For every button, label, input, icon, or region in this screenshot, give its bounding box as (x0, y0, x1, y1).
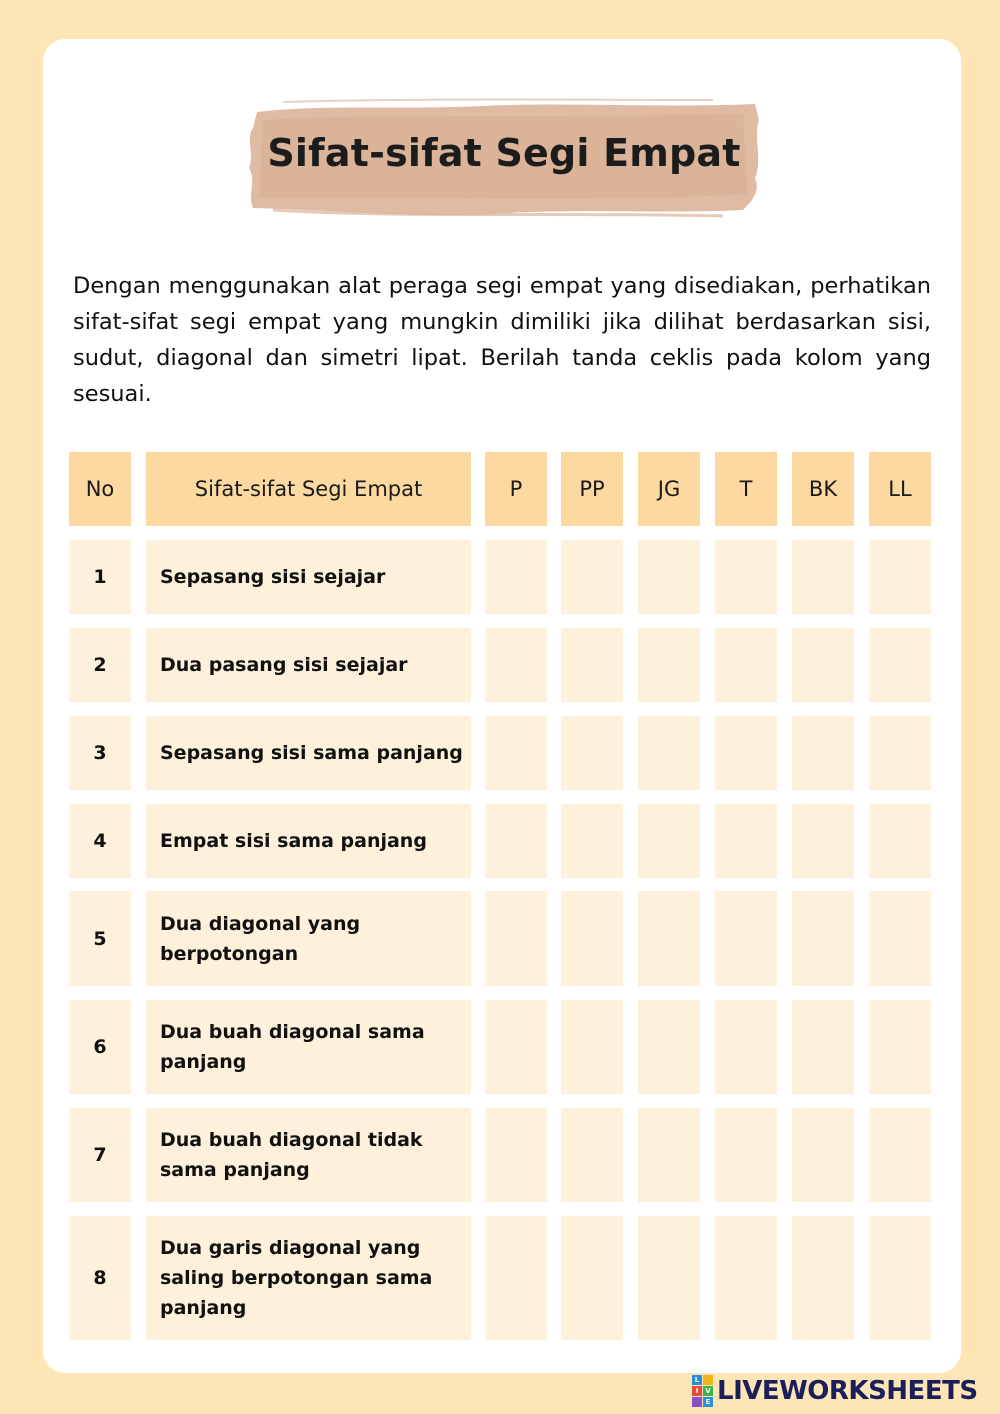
checkbox-cell-p[interactable] (485, 628, 547, 702)
header-t: T (715, 452, 777, 526)
row-property: Sepasang sisi sejajar (146, 540, 471, 614)
checkbox-cell-bk[interactable] (792, 540, 854, 614)
row-number: 1 (69, 540, 131, 614)
checkbox-cell-t[interactable] (715, 540, 777, 614)
row-property: Dua buah diagonal tidak sama panjang (146, 1108, 471, 1202)
row-number: 6 (69, 1000, 131, 1094)
checkbox-cell-t[interactable] (715, 804, 777, 878)
checkbox-cell-jg[interactable] (638, 804, 700, 878)
logo-mark-square (692, 1397, 702, 1407)
checkbox-cell-p[interactable] (485, 1108, 547, 1202)
checkbox-cell-jg[interactable] (638, 1216, 700, 1340)
checkbox-cell-ll[interactable] (869, 804, 931, 878)
header-p: P (485, 452, 547, 526)
checkbox-cell-jg[interactable] (638, 716, 700, 790)
checkbox-cell-bk[interactable] (792, 628, 854, 702)
checkbox-cell-ll[interactable] (869, 1000, 931, 1094)
checkbox-cell-ll[interactable] (869, 891, 931, 986)
checkbox-cell-t[interactable] (715, 891, 777, 986)
header-property: Sifat-sifat Segi Empat (146, 452, 471, 526)
checkbox-cell-p[interactable] (485, 804, 547, 878)
header-jg: JG (638, 452, 700, 526)
header-ll: LL (869, 452, 931, 526)
logo-wordmark: LIVEWORKSHEETS (717, 1376, 978, 1406)
logo-mark-letter: I (692, 1386, 702, 1396)
row-property: Sepasang sisi sama panjang (146, 716, 471, 790)
checkbox-cell-pp[interactable] (561, 1000, 623, 1094)
checkbox-cell-p[interactable] (485, 716, 547, 790)
liveworksheets-logo (692, 1376, 978, 1406)
logo-mark-letter: V (703, 1386, 713, 1396)
checkbox-cell-jg[interactable] (638, 1108, 700, 1202)
checkbox-cell-t[interactable] (715, 1216, 777, 1340)
logo-mark-icon (692, 1375, 713, 1407)
page-title: Sifat-sifat Segi Empat (267, 131, 741, 175)
checkbox-cell-ll[interactable] (869, 628, 931, 702)
row-number: 7 (69, 1108, 131, 1202)
checkbox-cell-ll[interactable] (869, 540, 931, 614)
checkbox-cell-jg[interactable] (638, 1000, 700, 1094)
checkbox-cell-bk[interactable] (792, 716, 854, 790)
checkbox-cell-ll[interactable] (869, 1108, 931, 1202)
checkbox-cell-t[interactable] (715, 628, 777, 702)
checkbox-cell-ll[interactable] (869, 716, 931, 790)
checkbox-cell-bk[interactable] (792, 1216, 854, 1340)
header-bk: BK (792, 452, 854, 526)
checkbox-cell-pp[interactable] (561, 891, 623, 986)
checkbox-cell-p[interactable] (485, 891, 547, 986)
checkbox-cell-jg[interactable] (638, 540, 700, 614)
row-number: 5 (69, 891, 131, 986)
checkbox-cell-t[interactable] (715, 1000, 777, 1094)
row-property: Dua diagonal yang berpotongan (146, 891, 471, 986)
logo-mark-letter: E (703, 1397, 713, 1407)
row-number: 4 (69, 804, 131, 878)
row-number: 3 (69, 716, 131, 790)
checkbox-cell-bk[interactable] (792, 804, 854, 878)
row-property: Dua garis diagonal yang saling berpotongan sama panjang (146, 1216, 471, 1340)
row-number: 8 (69, 1216, 131, 1340)
checkbox-cell-bk[interactable] (792, 1000, 854, 1094)
logo-mark-square (703, 1375, 713, 1385)
row-number: 2 (69, 628, 131, 702)
instructions-paragraph: Dengan menggunakan alat peraga segi empat yang disediakan, perhatikan sifat-sifat segi empat yang mungkin dimiliki jika dilihat berdasarkan sisi, sudut, diagonal dan simetri lipat. Berilah tanda ceklis pada kolom yang sesuai. (73, 273, 931, 407)
checkbox-cell-pp[interactable] (561, 1108, 623, 1202)
checkbox-cell-pp[interactable] (561, 1216, 623, 1340)
checkbox-cell-p[interactable] (485, 1216, 547, 1340)
row-property: Dua pasang sisi sejajar (146, 628, 471, 702)
row-property: Empat sisi sama panjang (146, 804, 471, 878)
header-pp: PP (561, 452, 623, 526)
checkbox-cell-ll[interactable] (869, 1216, 931, 1340)
checkbox-cell-jg[interactable] (638, 628, 700, 702)
checkbox-cell-t[interactable] (715, 716, 777, 790)
checkbox-cell-p[interactable] (485, 540, 547, 614)
checkbox-cell-bk[interactable] (792, 891, 854, 986)
checkbox-cell-pp[interactable] (561, 628, 623, 702)
checkbox-cell-pp[interactable] (561, 540, 623, 614)
checkbox-cell-bk[interactable] (792, 1108, 854, 1202)
row-property: Dua buah diagonal sama panjang (146, 1000, 471, 1094)
checkbox-cell-t[interactable] (715, 1108, 777, 1202)
checkbox-cell-pp[interactable] (561, 716, 623, 790)
checkbox-cell-pp[interactable] (561, 804, 623, 878)
logo-mark-letter: L (692, 1375, 702, 1385)
title-banner (243, 98, 765, 222)
checkbox-cell-p[interactable] (485, 1000, 547, 1094)
checkbox-cell-jg[interactable] (638, 891, 700, 986)
header-no: No (69, 452, 131, 526)
